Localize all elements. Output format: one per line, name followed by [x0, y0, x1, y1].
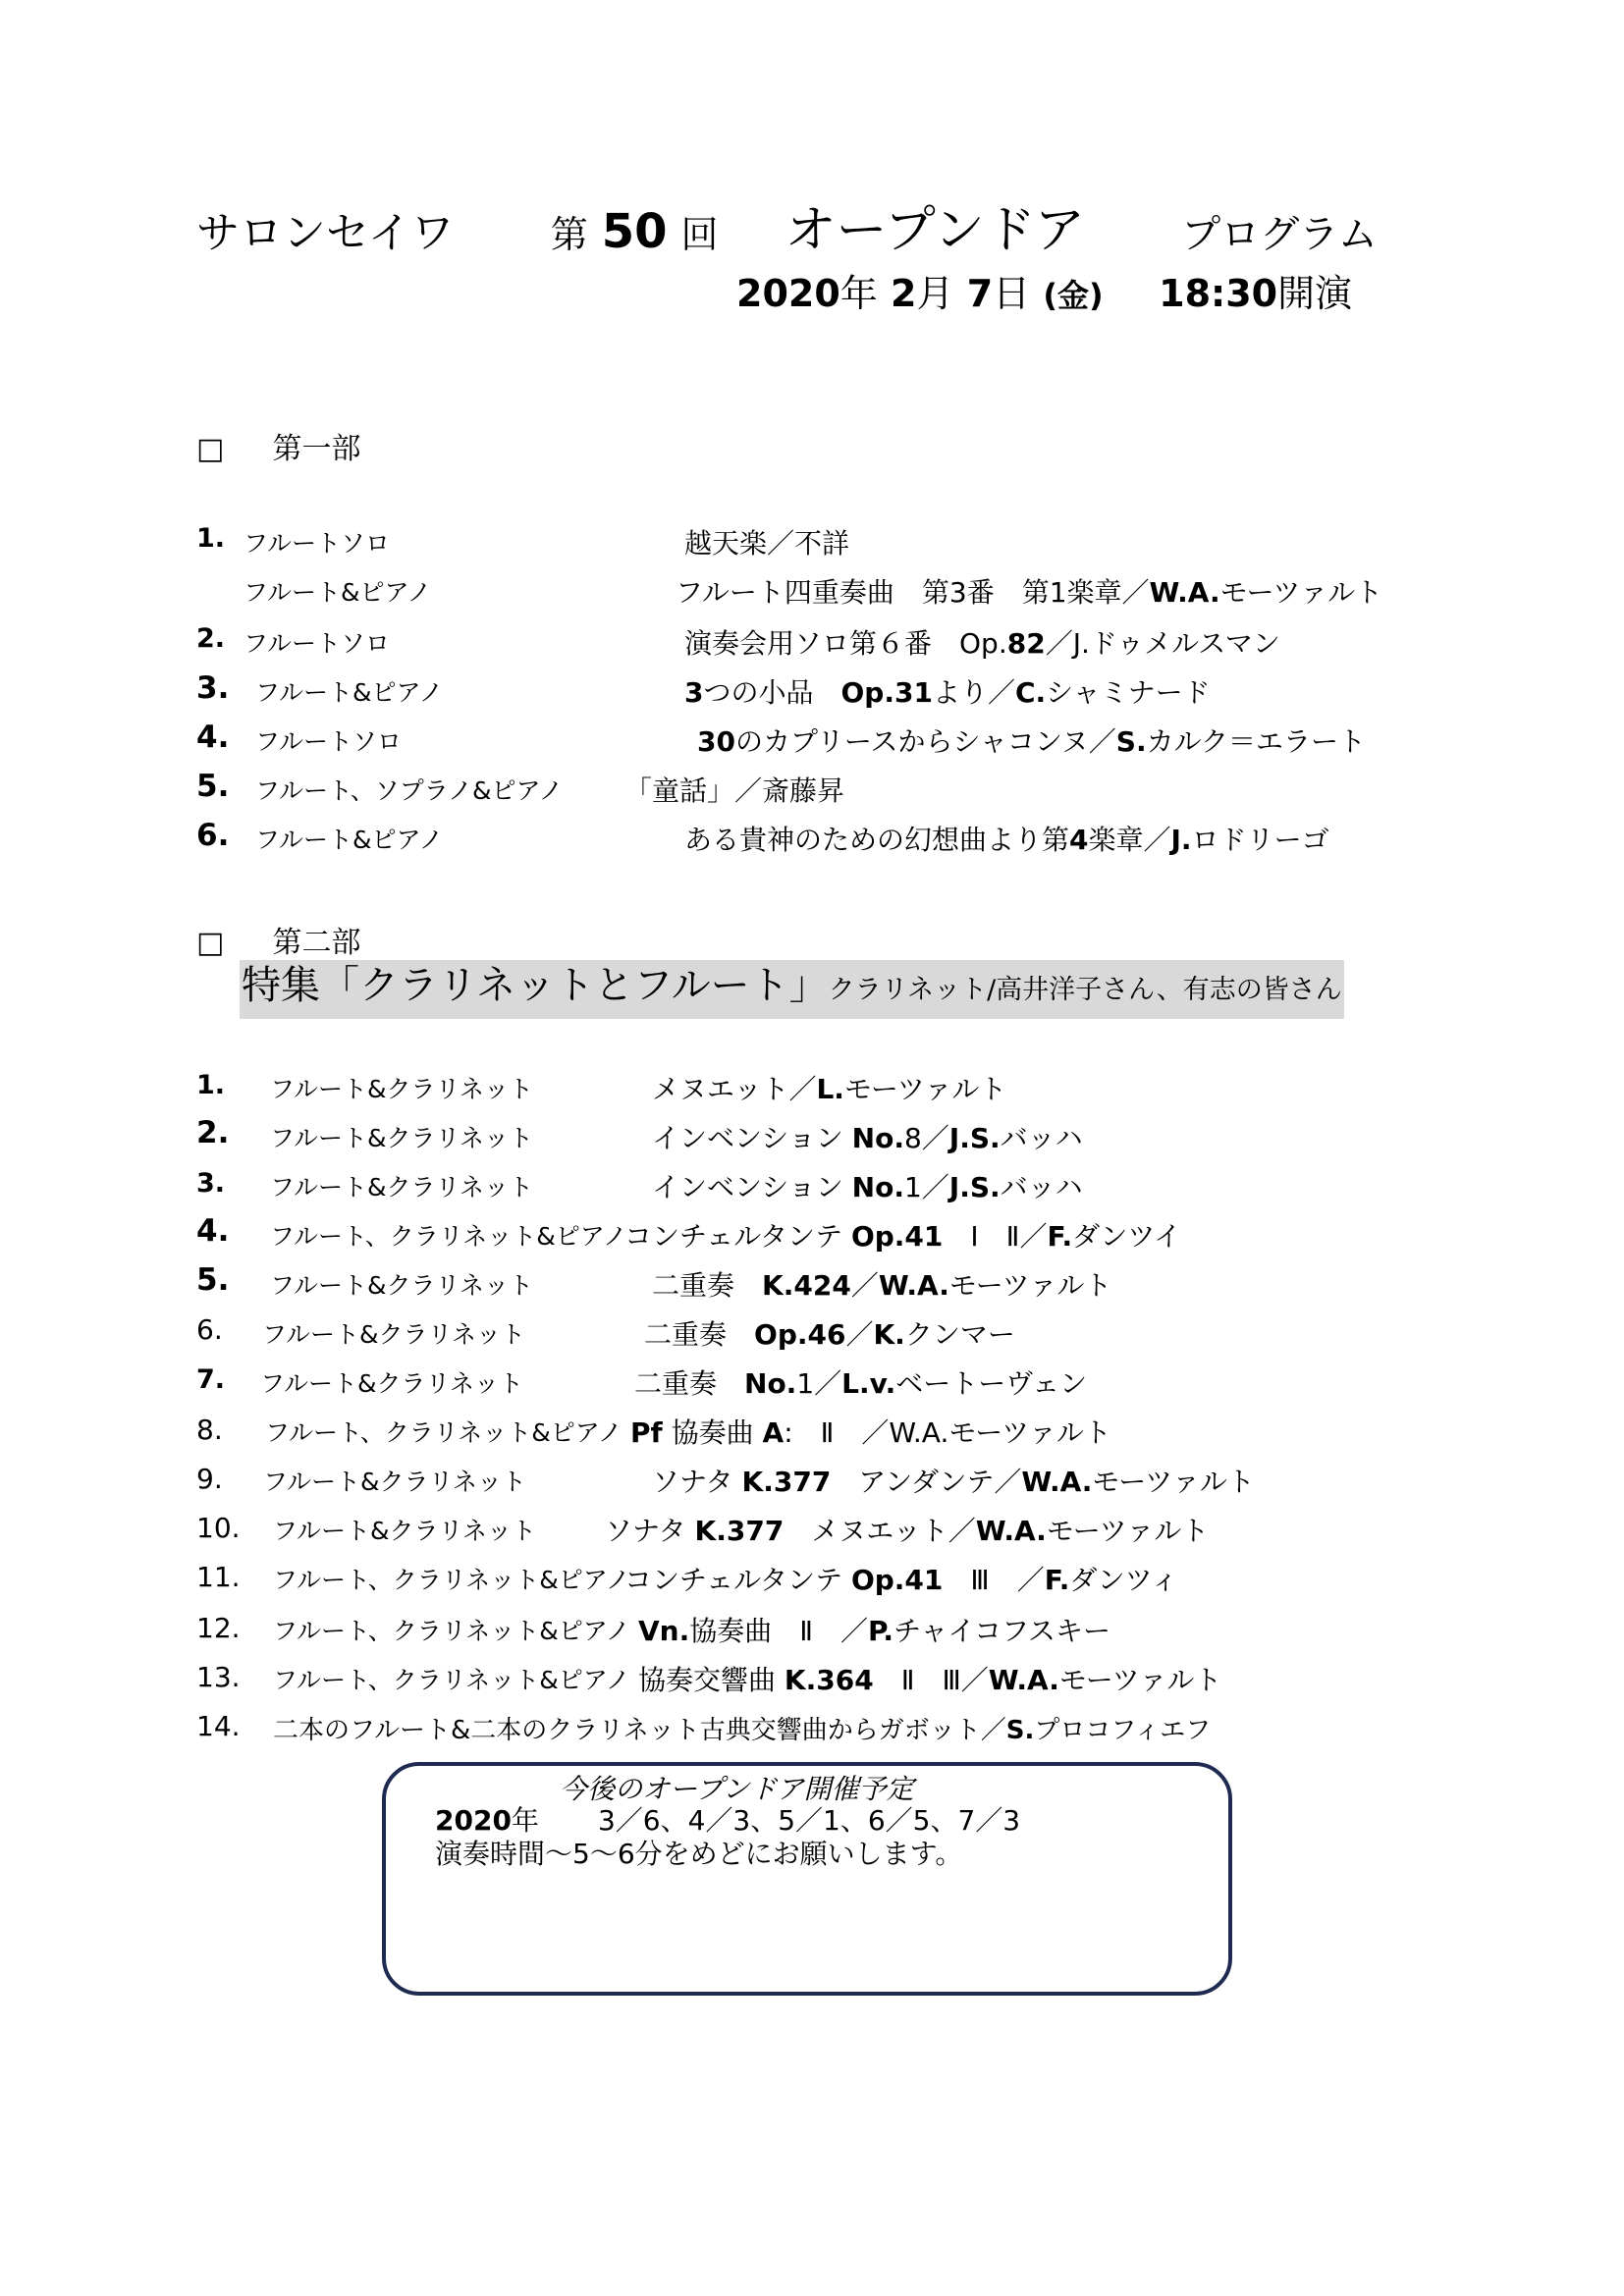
- p2-num-3: 3.: [196, 1168, 226, 1199]
- p2-work-9: ソナタ K.377 アンダンテ／W.A.モーツァルト: [652, 1466, 1255, 1498]
- p2-work-8: Pf 協奏曲 A: Ⅱ ／W.A.モーツァルト: [630, 1416, 1111, 1449]
- kaien-label: 開演: [1277, 272, 1353, 315]
- p2-work-2: インベンション No.8／J.S.バッハ: [652, 1122, 1083, 1154]
- p2-work-11: コンチェルタンテ Op.41 Ⅲ ／F.ダンツィ: [624, 1564, 1178, 1596]
- p2-num-5: 5.: [196, 1262, 230, 1298]
- p2-work-10: ソナタ K.377 メヌエット／W.A.モーツァルト: [605, 1515, 1210, 1547]
- p2-num-14: 14.: [196, 1710, 241, 1742]
- p2-ins-11: フルート、クラリネット&ピアノ: [273, 1566, 630, 1594]
- kai-label: 回: [680, 213, 719, 256]
- p1-num-5: 5.: [196, 769, 230, 804]
- p2-ins-10: フルート&クラリネット: [273, 1517, 536, 1545]
- p2-ins-2: フルート&クラリネット: [270, 1124, 533, 1152]
- part2-title: 第二部: [272, 926, 361, 960]
- p1-ins-1: フルートソロ: [244, 529, 391, 558]
- nen-label: 年: [839, 272, 878, 315]
- p1-work-2: 演奏会用ソロ第６番 Op.82／J.ドゥメルスマン: [684, 627, 1280, 660]
- notice-year: 2020: [435, 1804, 512, 1837]
- p2-num-9: 9.: [196, 1463, 223, 1495]
- special-feature-banner: [240, 960, 1344, 1019]
- p2-ins-3: フルート&クラリネット: [270, 1173, 533, 1201]
- program-label: プログラム: [1181, 212, 1378, 257]
- p1-ins-6: フルート&ピアノ: [255, 826, 444, 854]
- p2-num-13: 13.: [196, 1661, 241, 1693]
- p1-ins-5: フルート、ソプラノ&ピアノ: [255, 776, 564, 805]
- p2-ins-9: フルート&クラリネット: [263, 1468, 526, 1496]
- p2-ins-12: フルート、クラリネット&ピアノ: [273, 1617, 630, 1645]
- p2-work-12: Vn.協奏曲 Ⅱ ／P.チャイコフスキー: [638, 1615, 1110, 1647]
- special-title: 特集「クラリネットとフルート」: [242, 963, 829, 1008]
- p1-work-1: 越天楽／不詳: [684, 527, 850, 560]
- part2-mark: □: [196, 926, 225, 960]
- p2-num-2: 2.: [196, 1115, 230, 1150]
- part1-title: 第一部: [272, 432, 361, 466]
- p1-num-6: 6.: [196, 818, 230, 853]
- nichi-label: 日: [993, 272, 1031, 315]
- p1-work-5: 「童話」／斎藤昇: [624, 774, 845, 807]
- part1-heading: [196, 424, 360, 467]
- p1-work-6: ある貴神のための幻想曲より第4楽章／J.ロドリーゴ: [684, 824, 1329, 856]
- p2-num-4: 4.: [196, 1213, 230, 1249]
- gatsu-label: 月: [916, 272, 954, 315]
- start-time: 18:30: [1159, 272, 1278, 315]
- page-title: [196, 188, 1378, 262]
- p2-work-4: コンチェルタンテ Op.41 Ⅰ Ⅱ／F.ダンツイ: [624, 1220, 1181, 1253]
- notice-duration: 演奏時間～5～6分をめどにお願いします。: [435, 1838, 963, 1870]
- notice-dates: 2020年 3／6、4／3、5／1、6／5、7／3: [435, 1804, 1021, 1837]
- p2-num-12: 12.: [196, 1612, 241, 1644]
- weekday: (金): [1043, 277, 1104, 314]
- p2-num-7: 7.: [196, 1364, 226, 1395]
- p1-ins-3: フルート&ピアノ: [255, 678, 444, 707]
- date-day: 7: [966, 272, 994, 315]
- p2-ins-8: フルート、クラリネット&ピアノ: [265, 1418, 623, 1447]
- p1-num-1: 1.: [196, 523, 226, 554]
- p1-num-3: 3.: [196, 670, 230, 706]
- p2-work-5: 二重奏 K.424／W.A.モーツァルト: [652, 1269, 1112, 1302]
- p2-work-3: インベンション No.1／J.S.バッハ: [652, 1171, 1083, 1203]
- p2-num-6: 6.: [196, 1313, 223, 1346]
- p2-work-6: 二重奏 Op.46／K.クンマー: [644, 1318, 1015, 1351]
- p2-ins-1: フルート&クラリネット: [270, 1075, 533, 1103]
- p2-num-8: 8.: [196, 1414, 223, 1446]
- p2-ins-6: フルート&クラリネット: [262, 1320, 525, 1349]
- p1-num-2: 2.: [196, 623, 226, 654]
- date-year: 2020: [736, 272, 840, 315]
- p1-num-4: 4.: [196, 720, 230, 755]
- p2-work-13: 協奏交響曲 K.364 Ⅱ Ⅲ／W.A.モーツァルト: [638, 1664, 1222, 1696]
- event-name: オープンドア: [785, 201, 1086, 260]
- p2-num-10: 10.: [196, 1512, 241, 1544]
- p2-num-11: 11.: [196, 1561, 241, 1593]
- p1-work-4: 30のカプリースからシャコンヌ／S.カルク＝エラート: [697, 725, 1367, 758]
- notice-date-list: 3／6、4／3、5／1、6／5、7／3: [597, 1804, 1021, 1837]
- dai-label: 第: [550, 213, 588, 256]
- special-subtitle: クラリネット/高井洋子さん、有志の皆さん: [828, 975, 1342, 1005]
- p1-ins-2: フルートソロ: [244, 629, 391, 658]
- p2-ins-4: フルート、クラリネット&ピアノ: [270, 1222, 627, 1251]
- p1-work-3: 3つの小品 Op.31より／C.シャミナード: [684, 676, 1211, 709]
- p2-work-1: メヌエット／L.モーツァルト: [652, 1073, 1007, 1105]
- date-month: 2: [891, 272, 917, 315]
- p1-work-1b: フルート四重奏曲 第3番 第1楽章／W.A.モーツァルト: [676, 576, 1383, 609]
- salon-name: サロンセイワ: [196, 208, 455, 258]
- p2-num-1: 1.: [196, 1070, 226, 1100]
- notice-title: 今後のオープンドア開催予定: [560, 1773, 914, 1805]
- p2-ins-13: フルート、クラリネット&ピアノ: [273, 1666, 630, 1694]
- session-number: 50: [601, 204, 668, 259]
- concert-date: [736, 263, 1352, 317]
- part1-mark: □: [196, 432, 225, 466]
- p1-ins-1b: フルート&ピアノ: [244, 578, 432, 607]
- p2-ins-5: フルート&クラリネット: [270, 1271, 533, 1300]
- p2-work-14: 二本のフルート&二本のクラリネット古典交響曲からガボット／S.プロコフィエフ: [273, 1716, 1212, 1745]
- p1-ins-4: フルートソロ: [255, 727, 403, 756]
- p2-work-7: 二重奏 No.1／L.v.ベートーヴェン: [634, 1367, 1088, 1400]
- upcoming-schedule-box: [382, 1762, 1232, 1996]
- p2-ins-7: フルート&クラリネット: [260, 1369, 523, 1398]
- part2-heading: [196, 918, 360, 961]
